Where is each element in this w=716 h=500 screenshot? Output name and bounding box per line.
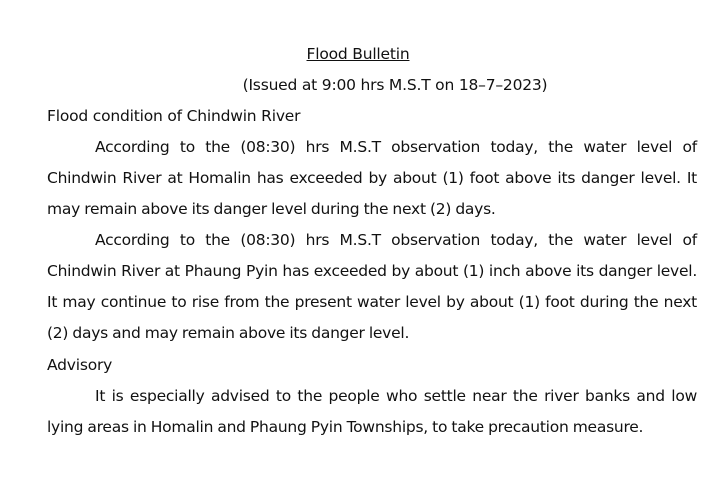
phaung-pyin-paragraph: According to the (08:30) hrs M.S.T observation today, the water level of Chindwin River at Phaung Pyin has exceeded by about (1) inch above its danger level. It may continue to rise from the present water level by about (1) foot during the next (2) days and may remain above its danger level. xyxy=(47,231,697,342)
advisory-heading: Advisory xyxy=(47,356,113,374)
issued-timestamp: (Issued at 9:00 hrs M.S.T on 18–7–2023) xyxy=(242,76,548,94)
advisory-paragraph: It is especially advised to the people who settle near the river banks and low lying areas in Homalin and Phaung Pyin Townships, to take precaution measure. xyxy=(47,387,697,436)
condition-heading: Flood condition of Chindwin River xyxy=(47,107,301,125)
bulletin-title: Flood Bulletin xyxy=(306,45,410,63)
homalin-paragraph: According to the (08:30) hrs M.S.T observation today, the water level of Chindwin River at Homalin has exceeded by about (1) foot above its danger level. It may remain above its danger level during the next (2) days. xyxy=(47,138,697,218)
